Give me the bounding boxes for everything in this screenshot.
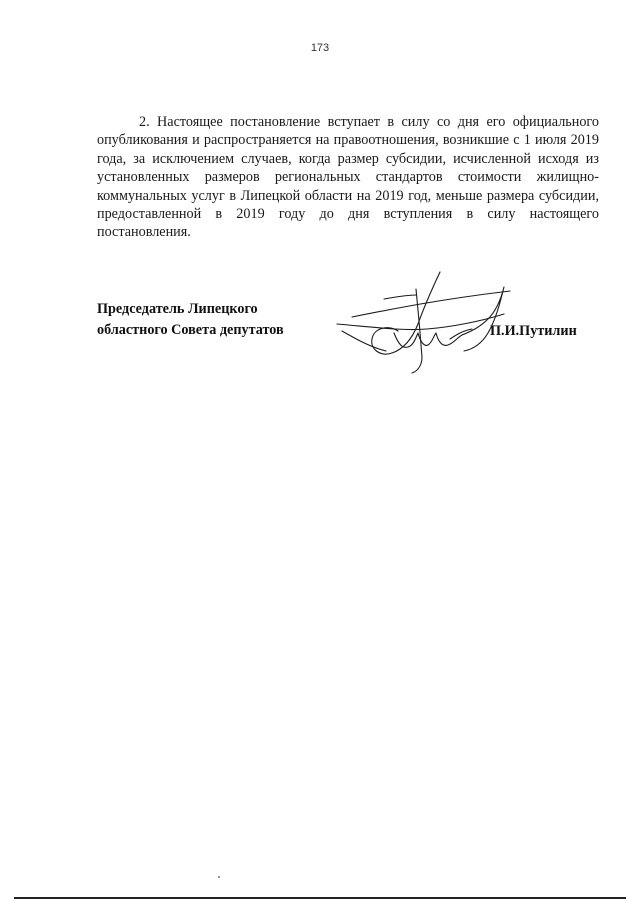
scan-artifact xyxy=(218,876,220,878)
signer-position-line1: Председатель Липецкого xyxy=(97,301,258,317)
page-number: 173 xyxy=(310,42,330,54)
signature-block xyxy=(97,299,607,389)
body-paragraph: 2. Настоящее постановление вступает в силу со дня его официального опубликования и распространяется на правоотношения, возникшие с 1 июля 2019 года, за исключением случаев, когда размер субсидии, исчисленной исходя из установленных размеров региональных стандартов стоимости жилищно-коммунальных услуг в Липецкой области на 2019 год, меньше размера субсидии, предоставленной в 2019 году до дня вступления в силу настоящего постановления. xyxy=(97,114,599,241)
signer-position-line2: областного Совета депутатов xyxy=(97,321,284,338)
signer-name: П.И.Путилин xyxy=(490,323,577,339)
signer-position xyxy=(97,299,284,340)
page-bottom-rule xyxy=(14,897,626,899)
